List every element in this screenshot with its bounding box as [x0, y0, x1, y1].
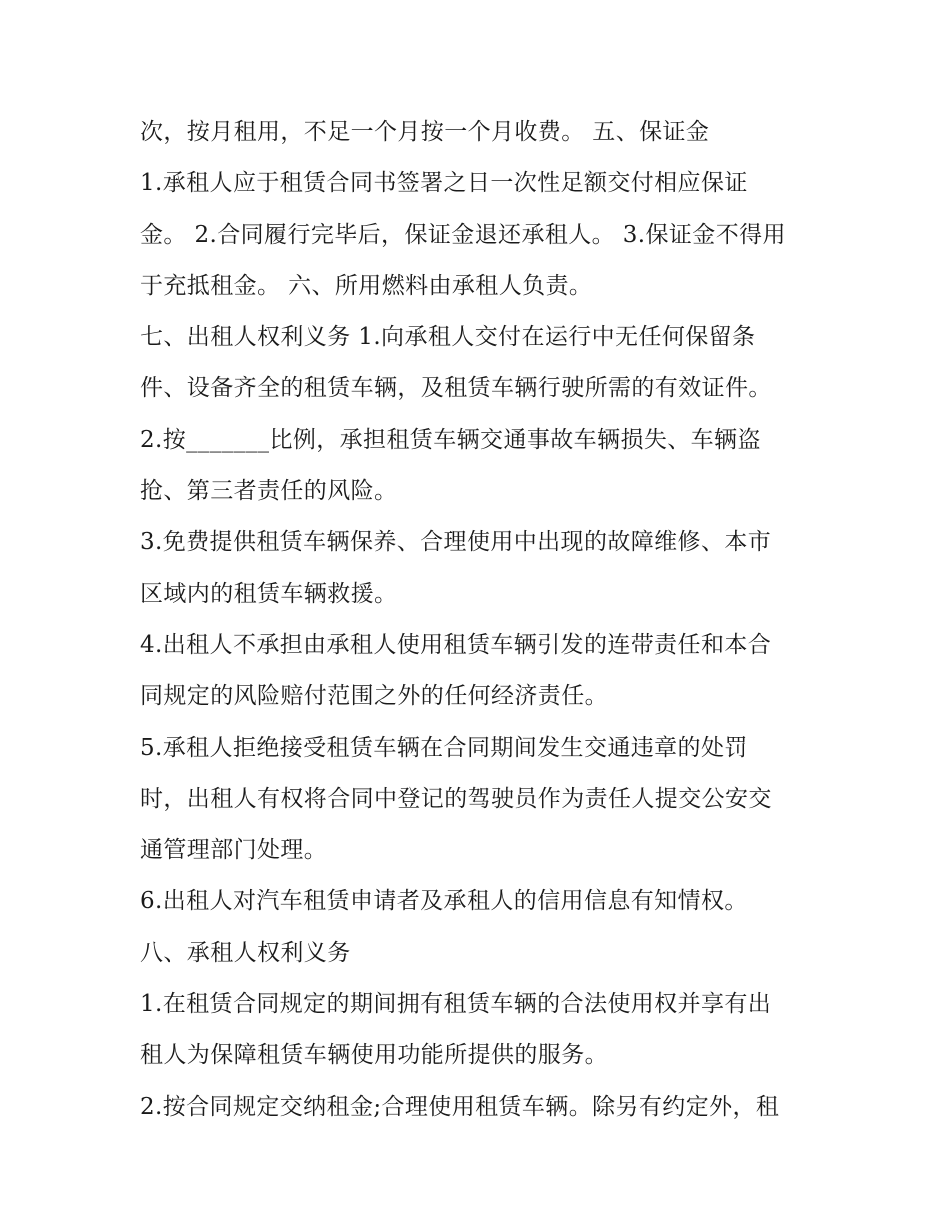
text-line: 通管理部门处理。	[140, 837, 328, 864]
text-line: 6.出租人对汽车租赁申请者及承租人的信用信息有知情权。	[140, 888, 748, 915]
text-line: 1.承租人应于租赁合同书签署之日一次性足额交付相应保证	[140, 170, 748, 197]
text-line: 4.出租人不承担由承租人使用租赁车辆引发的连带责任和本合	[140, 631, 772, 658]
text-line: 于充抵租金。 六、所用燃料由承租人负责。	[140, 272, 593, 299]
text-line: 七、出租人权利义务 1.向承租人交付在运行中无任何保留条	[140, 324, 756, 351]
text-line: 金。 2.合同履行完毕后，保证金退还承租人。 3.保证金不得用	[140, 221, 786, 248]
text-line: 1.在租赁合同规定的期间拥有租赁车辆的合法使用权并享有出	[140, 991, 772, 1018]
text-line: 八、承租人权利义务	[140, 939, 351, 966]
text-line: 3.免费提供租赁车辆保养、合理使用中出现的故障维修、本市	[140, 529, 772, 556]
contract-text-body	[140, 107, 830, 1133]
text-line: 5.承租人拒绝接受租赁车辆在合同期间发生交通违章的处罚	[140, 734, 748, 761]
text-line: 区域内的租赁车辆救援。	[140, 580, 398, 607]
text-line: 件、设备齐全的租赁车辆，及租赁车辆行驶所需的有效证件。	[140, 375, 772, 402]
text-line: 同规定的风险赔付范围之外的任何经济责任。	[140, 683, 608, 710]
text-line: 2.按_______比例，承担租赁车辆交通事故车辆损失、车辆盗	[140, 426, 761, 453]
text-line: 租人为保障租赁车辆使用功能所提供的服务。	[140, 1042, 608, 1069]
text-line: 抢、第三者责任的风险。	[140, 478, 398, 505]
text-line: 次，按月租用，不足一个月按一个月收费。 五、保证金	[140, 119, 710, 145]
text-line: 时，出租人有权将合同中登记的驾驶员作为责任人提交公安交	[140, 785, 772, 812]
text-line: 2.按合同规定交纳租金;合理使用租赁车辆。除另有约定外，租	[140, 1093, 780, 1120]
